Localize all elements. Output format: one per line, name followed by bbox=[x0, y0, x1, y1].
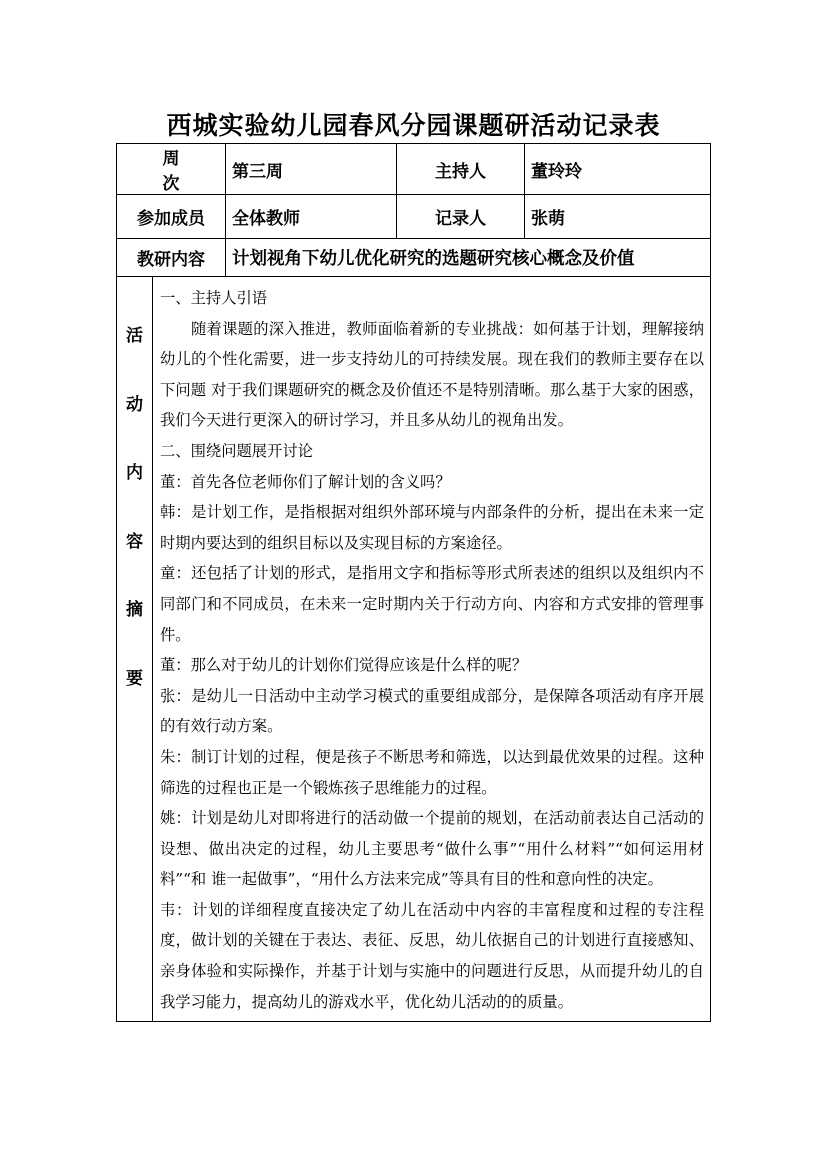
section-heading: 二、围绕问题展开讨论 bbox=[160, 441, 313, 460]
host-value: 董玲玲 bbox=[525, 144, 711, 195]
side-char: 摘 bbox=[126, 600, 143, 620]
section-heading: 一、主持人引语 bbox=[160, 289, 268, 307]
discussion-line: 姚：计划是幼儿对即将进行的活动做一个提前的规划，在活动前表达自己活动的设想、做出决定的过程，幼儿主要思考“做什么事”“用什么材料”“如何运用材料”“和 谁一起做事”，“用什么方法来完成”等具有目的性和意向性的决定。 bbox=[160, 809, 704, 889]
page-title: 西城实验幼儿园春风分园课题研活动记录表 bbox=[166, 111, 661, 140]
row-topic bbox=[117, 239, 711, 277]
side-char: 活 bbox=[126, 326, 143, 346]
week-label: 周 次 bbox=[117, 144, 226, 195]
host-label: 主持人 bbox=[397, 144, 525, 195]
topic-value: 计划视角下幼儿优化研究的选题研究核心概念及价值 bbox=[226, 239, 711, 277]
members-label: 参加成员 bbox=[117, 195, 226, 239]
discussion-line: 董：那么对于幼儿的计划你们觉得应该是什么样的呢？ bbox=[160, 656, 528, 675]
side-label-activity-summary bbox=[117, 277, 153, 1022]
discussion-line: 韦：计划的详细程度直接决定了幼儿在活动中内容的丰富程度和过程的专注程度，做计划的关键在于表达、表征、反思，幼儿依据自己的计划进行直接感知、亲身体验和实际操作，并基于计划与实施中的问题进行反思，从而提升幼儿的自我学习能力，提高幼儿的游戏水平，优化幼儿活动的的质量。 bbox=[160, 900, 704, 1011]
row-members bbox=[117, 195, 711, 239]
discussion-line: 朱：制订计划的过程，便是孩子不断思考和筛选，以达到最优效果的过程。这种筛选的过程也正是一个锻炼孩子思维能力的过程。 bbox=[160, 747, 704, 797]
side-char: 容 bbox=[126, 531, 143, 552]
intro-paragraph: 随着课题的深入推进，教师面临着新的专业挑战：如何基于计划，理解接纳幼儿的个性化需要，进一步支持幼儿的可持续发展。现在我们的教师主要存在以下问题 对于我们课题研究的概念及价值还不是特别清晰。那么基于大家的困惑，我们今天进行更深入的研讨学习，并且多从幼儿的视角出发。 bbox=[160, 319, 704, 430]
members-value: 全体教师 bbox=[226, 195, 397, 239]
recorder-value: 张萌 bbox=[525, 195, 711, 239]
activity-summary-content bbox=[153, 277, 711, 1022]
side-char: 内 bbox=[126, 463, 143, 483]
topic-label: 教研内容 bbox=[117, 239, 226, 277]
discussion-line: 董：首先各位老师你们了解计划的含义吗？ bbox=[160, 472, 451, 491]
row-content bbox=[117, 277, 711, 1022]
discussion-line: 童：还包括了计划的形式，是指用文字和指标等形式所表述的组织以及组织内不同部门和不同成员，在未来一定时期内关于行动方向、内容和方式安排的管理事件。 bbox=[160, 564, 704, 644]
row-week bbox=[117, 144, 711, 195]
record-table bbox=[116, 143, 711, 1022]
recorder-label: 记录人 bbox=[397, 195, 525, 239]
discussion-line: 韩：是计划工作，是指根据对组织外部环境与内部条件的分析，提出在未来一定时期内要达到的组织目标以及实现目标的方案途径。 bbox=[160, 503, 704, 552]
side-char: 要 bbox=[126, 668, 143, 689]
week-value: 第三周 bbox=[226, 144, 397, 195]
side-char: 动 bbox=[126, 394, 143, 415]
discussion-line: 张：是幼儿一日活动中主动学习模式的重要组成部分，是保障各项活动有序开展的有效行动方案。 bbox=[160, 686, 704, 736]
